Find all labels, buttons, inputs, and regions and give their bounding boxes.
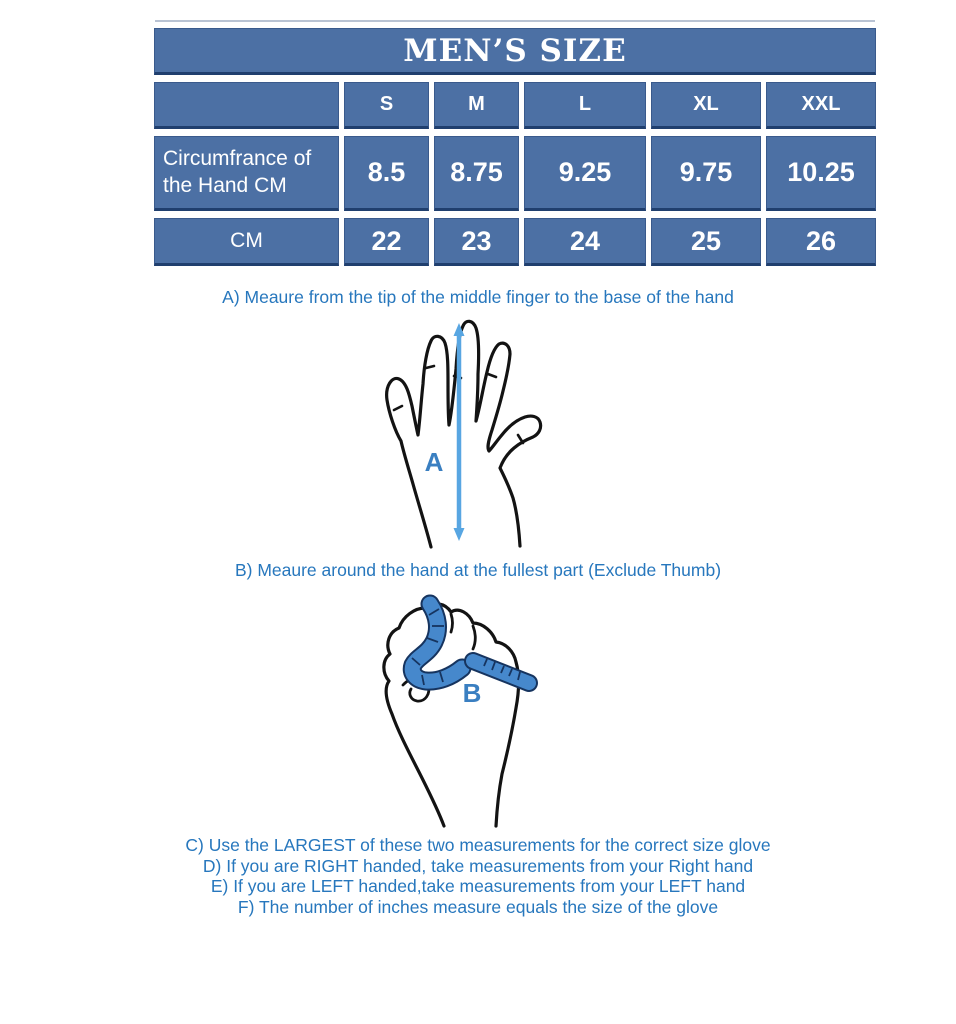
instruction-c: C) Use the LARGEST of these two measurements for the correct size glove	[185, 835, 771, 855]
instruction-a: A) Meaure from the tip of the middle finger to the base of the hand	[222, 287, 734, 307]
circumference-row	[154, 136, 876, 211]
cm-value-l: 24	[524, 218, 646, 266]
size-header-row	[154, 82, 876, 129]
instruction-b: B) Meaure around the hand at the fullest part (Exclude Thumb)	[234, 560, 722, 580]
circumference-value-xxl: 10.25	[766, 136, 876, 211]
circumference-value-l: 9.25	[524, 136, 646, 211]
cm-row	[154, 218, 876, 266]
table-title: MEN’S SIZE	[154, 28, 876, 75]
figure-label-a: A	[424, 447, 444, 477]
header-size-xl: XL	[651, 82, 761, 129]
header-size-xxl: XXL	[766, 82, 876, 129]
cm-value-m: 23	[434, 218, 519, 266]
instruction-d: D) If you are RIGHT handed, take measurements from your Right hand	[202, 855, 754, 876]
mens-size-table	[154, 28, 876, 266]
header-size-l: L	[524, 82, 646, 129]
instructions-c-to-f	[0, 835, 956, 917]
header-empty-cell	[154, 82, 339, 129]
circumference-value-s: 8.5	[344, 136, 429, 211]
row-label-cm: CM	[154, 218, 339, 266]
hand-circumference-figure	[372, 588, 587, 833]
circumference-value-m: 8.75	[434, 136, 519, 211]
cm-value-s: 22	[344, 218, 429, 266]
row-label-circumference: Circumfrance of the Hand CM	[154, 136, 339, 211]
header-size-s: S	[344, 82, 429, 129]
circumference-value-xl: 9.75	[651, 136, 761, 211]
top-divider-line	[155, 20, 875, 22]
instruction-f: F) The number of inches measure equals the size of the glove	[237, 896, 719, 917]
instruction-e: E) If you are LEFT handed,take measurements from your LEFT hand	[210, 876, 746, 896]
cm-value-xxl: 26	[766, 218, 876, 266]
cm-value-xl: 25	[651, 218, 761, 266]
hand-length-figure	[368, 314, 588, 549]
header-size-m: M	[434, 82, 519, 129]
fist-outline	[384, 604, 519, 826]
fist-illustration	[372, 588, 587, 833]
open-hand-illustration	[368, 314, 588, 549]
figure-label-b: B	[462, 678, 482, 708]
